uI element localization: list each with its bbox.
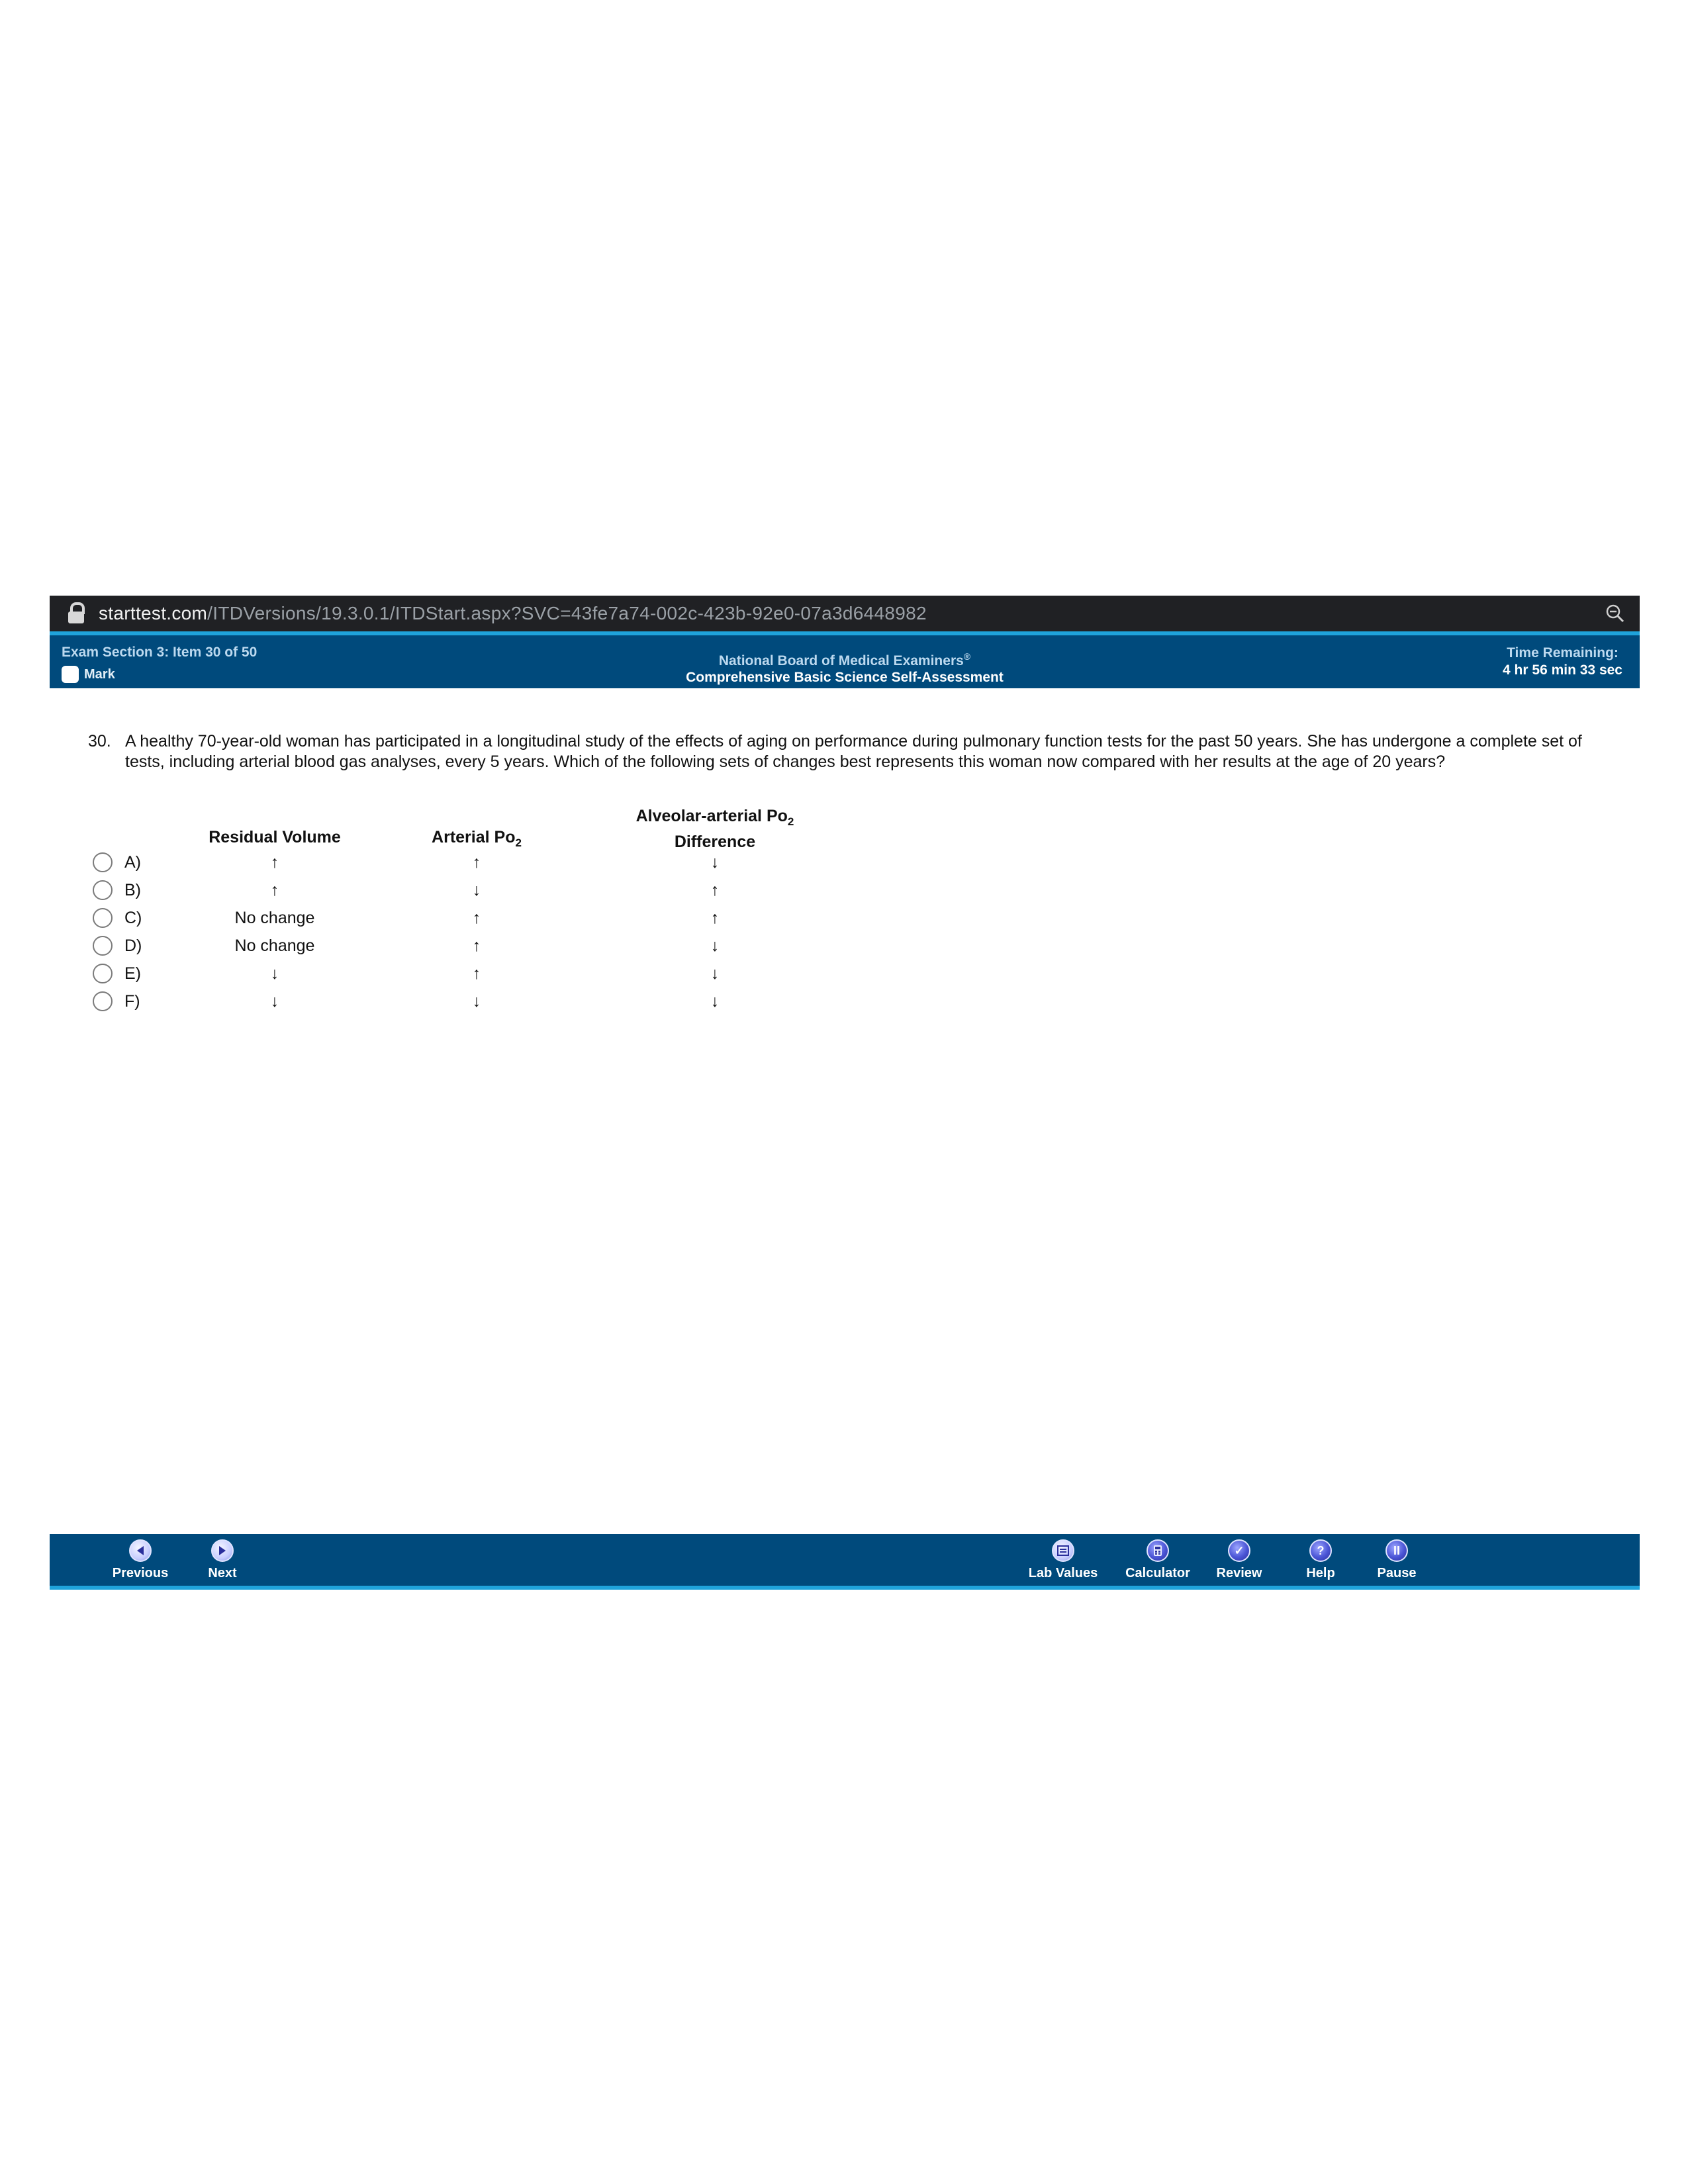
question-text: A healthy 70-year-old woman has participated in a longitudinal study of the effects of aging on performance during pulmonary function tests for the past 50 years. She has undergone a complete set of tests, including arterial blood gas analyses, every 5 years. Which of the following sets of changes best represents this woman now compared with her results at the age of 20 years? xyxy=(125,732,1582,771)
next-button[interactable] xyxy=(179,1539,265,1581)
arterial-po2-value: ↑ xyxy=(472,936,481,955)
arterial-po2-value: ↓ xyxy=(472,881,481,899)
arterial-po2-value: ↑ xyxy=(472,909,481,927)
browser-url-bar[interactable] xyxy=(50,596,1640,631)
time-remaining xyxy=(1503,645,1622,679)
residual-volume-value: ↓ xyxy=(270,964,279,983)
zoom-icon[interactable] xyxy=(1605,604,1625,623)
residual-volume-value: No change xyxy=(234,936,315,955)
residual-volume-value: No change xyxy=(234,909,315,927)
radio-button[interactable] xyxy=(93,908,113,928)
column-header-aa-difference: Alveolar-arterial $Po_2$ Difference xyxy=(635,807,794,851)
calculator-icon xyxy=(1147,1539,1169,1562)
option-label: C) xyxy=(124,909,142,927)
pause-label: Pause xyxy=(1377,1566,1417,1580)
review-label: Review xyxy=(1216,1566,1262,1580)
previous-button[interactable] xyxy=(97,1539,183,1581)
time-value: 4 hr 56 min 33 sec xyxy=(1503,662,1622,678)
org-name: National Board of Medical Examiners xyxy=(718,653,964,668)
arterial-po2-value: ↑ xyxy=(472,853,481,872)
radio-button[interactable] xyxy=(93,964,113,983)
review-button[interactable] xyxy=(1196,1539,1282,1581)
help-button[interactable] xyxy=(1278,1539,1364,1581)
option-label: E) xyxy=(124,964,141,983)
answer-option-a[interactable] xyxy=(93,850,887,878)
exam-toolbar xyxy=(50,1534,1640,1586)
option-label: F) xyxy=(124,992,140,1011)
aa-difference-value: ↓ xyxy=(710,936,720,955)
help-label: Help xyxy=(1306,1566,1335,1580)
arterial-po2-value: ↓ xyxy=(472,992,481,1011)
radio-button[interactable] xyxy=(93,991,113,1011)
column-header-arterial-po2: Arterial $Po_2$ xyxy=(432,828,522,849)
pause-button[interactable] xyxy=(1354,1539,1440,1581)
answer-option-f[interactable] xyxy=(93,989,887,1017)
lock-icon xyxy=(67,602,85,625)
answer-option-c[interactable] xyxy=(93,905,887,933)
exam-title xyxy=(50,649,1640,686)
column-header-residual-volume: Residual Volume xyxy=(209,828,341,846)
radio-button[interactable] xyxy=(93,880,113,900)
lab-values-icon xyxy=(1052,1539,1074,1562)
aa-difference-value: ↓ xyxy=(710,853,720,872)
lab-values-label: Lab Values xyxy=(1028,1566,1098,1580)
radio-button[interactable] xyxy=(93,852,113,872)
arterial-po2-value: ↑ xyxy=(472,964,481,983)
answer-option-b[interactable] xyxy=(93,878,887,905)
residual-volume-value: ↑ xyxy=(270,853,279,872)
calculator-label: Calculator xyxy=(1125,1566,1190,1580)
aa-difference-value: ↑ xyxy=(710,909,720,927)
answer-option-e[interactable] xyxy=(93,961,887,989)
exam-window xyxy=(50,596,1640,688)
residual-volume-value: ↑ xyxy=(270,881,279,899)
option-label: D) xyxy=(124,936,142,955)
registered-mark: ® xyxy=(963,651,971,662)
footer-accent-line xyxy=(50,1586,1640,1590)
pause-icon: II xyxy=(1385,1539,1408,1562)
question-number: 30. xyxy=(88,732,111,751)
calculator-button[interactable] xyxy=(1115,1539,1201,1581)
section-item-indicator: Exam Section 3: Item 30 of 50 xyxy=(62,645,258,660)
residual-volume-value: ↓ xyxy=(270,992,279,1011)
help-icon: ? xyxy=(1309,1539,1332,1562)
option-label: B) xyxy=(124,881,141,899)
radio-button[interactable] xyxy=(93,936,113,956)
review-check-icon: ✓ xyxy=(1228,1539,1250,1562)
time-label: Time Remaining: xyxy=(1507,645,1618,660)
previous-arrow-icon xyxy=(129,1539,152,1562)
aa-difference-value: ↓ xyxy=(710,964,720,983)
previous-label: Previous xyxy=(112,1566,169,1580)
option-label: A) xyxy=(124,853,141,872)
mark-label: Mark xyxy=(84,666,115,682)
url-text[interactable]: starttest.com/ITDVersions/19.3.0.1/ITDStart.aspx?SVC=43fe7a74-002c-423b-92e0-07a3d6448982 xyxy=(99,603,927,623)
lab-values-button[interactable] xyxy=(1020,1539,1106,1581)
answer-option-d[interactable] xyxy=(93,933,887,961)
test-name: Comprehensive Basic Science Self-Assessment xyxy=(686,670,1004,685)
question-stem xyxy=(88,731,1611,772)
aa-difference-value: ↑ xyxy=(710,881,720,899)
aa-difference-value: ↓ xyxy=(710,992,720,1011)
exam-header xyxy=(50,635,1640,688)
next-label: Next xyxy=(208,1566,237,1580)
next-arrow-icon xyxy=(211,1539,234,1562)
